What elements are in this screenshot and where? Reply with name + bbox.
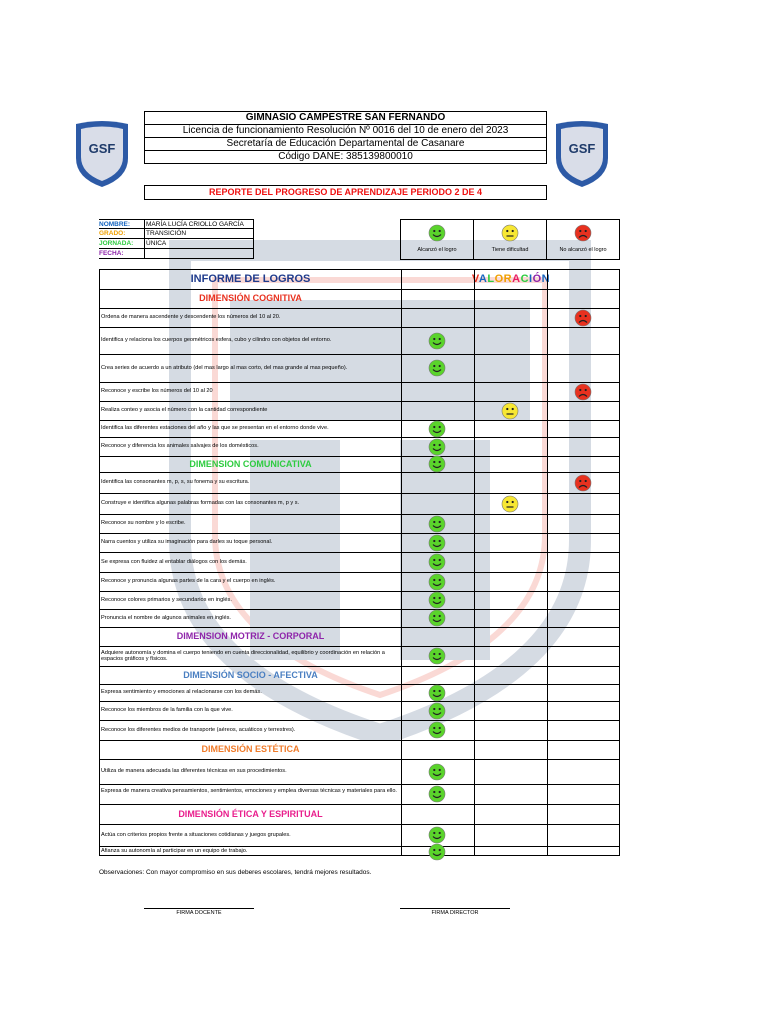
valoracion-letter: Ó <box>532 273 542 285</box>
row-divider <box>100 846 619 847</box>
row-divider <box>100 552 619 553</box>
director-signature: FIRMA DIRECTOR <box>400 908 510 916</box>
dimension-heading: DIMENSION MOTRIZ - CORPORAL <box>176 631 325 641</box>
legend-item <box>474 220 547 259</box>
column-divider <box>474 270 475 855</box>
valoracion-letter: A <box>478 273 488 285</box>
row-divider <box>100 646 619 647</box>
rating-legend <box>400 219 620 260</box>
achievement-text: Se expresa con fluidez al entablar diálogos con los demás. <box>101 558 247 565</box>
row-divider <box>100 609 619 610</box>
row-divider <box>100 572 619 573</box>
achievement-text: Crea series de acuerdo a un atributo (del mas largo al mas corto, del mas grande al mas pequeño). <box>101 364 348 371</box>
achievement-text: Identifica las consonantes m, p, s, su fonema y su escritura. <box>101 479 250 486</box>
row-divider <box>100 824 619 825</box>
student-field-row <box>99 229 254 239</box>
student-field-row <box>99 249 254 259</box>
observations: Observaciones: Con mayor compromiso en sus deberes escolares, tendrá mejores resultados. <box>99 869 372 876</box>
row-divider <box>100 420 619 421</box>
achievement-text: Expresa sentimiento y emociones al relacionarse con los demás. <box>101 689 262 696</box>
achievement-text: Reconoce su nombre y lo escribe. <box>101 520 186 527</box>
row-divider <box>100 784 619 785</box>
happy-face-icon <box>428 785 446 808</box>
achievement-text: Realiza conteo y asocia el número con la cantidad correspondiente <box>101 407 268 414</box>
row-divider <box>100 591 619 592</box>
valoracion-header <box>401 270 621 289</box>
row-divider <box>100 759 619 760</box>
happy-face-icon <box>428 609 446 632</box>
dimension-heading: DIMENSIÓN SOCIO - AFECTIVA <box>183 670 318 680</box>
achievement-text: Reconoce colores primarios y secundarios en inglés. <box>101 596 232 603</box>
happy-face-icon <box>428 647 446 670</box>
school-logo-right <box>553 120 611 188</box>
svg-text:GSF: GSF <box>88 141 116 156</box>
happy-face-icon <box>428 763 446 786</box>
row-divider <box>100 701 619 702</box>
row-divider <box>100 437 619 438</box>
teacher-signature: FIRMA DOCENTE <box>144 908 254 916</box>
achievement-text: Ordena de manera ascendente y descendente los números del 10 al 20. <box>101 314 281 321</box>
valoracion-letter: L <box>487 273 495 285</box>
student-field-label: FECHA: <box>99 250 124 257</box>
legend-label: No alcanzó el logro <box>559 247 607 253</box>
row-divider <box>100 472 619 473</box>
secretary-text: Secretaría de Educación Departamental de Casanare <box>145 138 546 151</box>
student-field-row <box>99 219 254 229</box>
sad-face-icon <box>574 383 592 406</box>
achievement-text: Reconoce y pronuncia algunas partes de la cara y el cuerpo en inglés. <box>101 578 276 585</box>
svg-text:GSF: GSF <box>568 141 596 156</box>
valoracion-letter: N <box>541 273 551 285</box>
row-divider <box>100 684 619 685</box>
row-divider <box>100 533 619 534</box>
achievement-text: Utiliza de manera adecuada las diferentes técnicas en sus procedimientos. <box>101 768 287 775</box>
student-field-row <box>99 239 254 249</box>
student-field-value <box>144 249 254 258</box>
legend-label: Alcanzó el logro <box>417 247 457 253</box>
row-divider <box>100 308 619 309</box>
school-header <box>144 111 547 164</box>
valoracion-letter: V <box>471 273 479 285</box>
dimension-heading: DIMENSIÓN ÉTICA Y ESPIRITUAL <box>178 809 323 819</box>
row-divider <box>100 382 619 383</box>
achievement-text: Identifica las diferentes estaciones del año y las que se presentan en el entorno donde vive. <box>101 425 329 432</box>
row-divider <box>100 354 619 355</box>
achievement-text: Adquiere autonomía y domina el cuerpo teniendo en cuenta direccionalidad, equilibrio y coordinación en relación a espacios gráficos y físicos. <box>101 649 385 662</box>
valoracion-letter: R <box>503 273 513 285</box>
legend-label: Tiene dificultad <box>491 247 529 253</box>
row-divider <box>100 514 619 515</box>
dimension-heading: DIMENSIÓN COGNITIVA <box>199 293 302 303</box>
report-title: REPORTE DEL PROGRESO DE APRENDIZAJE PERIODO 2 DE 4 <box>144 185 547 200</box>
student-field-label: GRADO: <box>99 230 126 237</box>
school-name: GIMNASIO CAMPESTRE SAN FERNANDO <box>145 112 546 125</box>
legend-item <box>547 220 619 259</box>
neutral-face-icon <box>501 402 519 425</box>
informe-header: INFORME DE LOGROS <box>190 273 311 285</box>
achievement-text: Identifica y relaciona los cuerpos geométricos esfera, cubo y cilindro con objetos del entorno. <box>101 337 332 344</box>
achievement-text: Reconoce y escribe los números del 10 al 20 <box>101 388 213 395</box>
row-divider <box>100 327 619 328</box>
happy-face-icon <box>428 455 446 478</box>
happy-face-icon <box>428 222 446 240</box>
dimension-heading: DIMENSIÓN ESTÉTICA <box>201 744 300 754</box>
valoracion-letter: C <box>520 273 530 285</box>
student-field-label: NOMBRE: <box>99 221 131 228</box>
dimension-heading: DIMENSION COMUNICATIVA <box>189 459 312 469</box>
sad-face-icon <box>574 474 592 497</box>
happy-face-icon <box>428 359 446 382</box>
happy-face-icon <box>428 843 446 866</box>
valoracion-letter: A <box>512 273 521 285</box>
sad-face-icon <box>574 309 592 332</box>
achievement-text: Construye e identifica algunas palabras formadas con las consonantes m, p y s. <box>101 500 300 507</box>
achievement-text: Reconoce y diferencia los animales salvajes de los domésticos. <box>101 443 259 450</box>
happy-face-icon <box>428 721 446 744</box>
student-field-value: MARÍA LUCÍA CRIOLLO GARCÍA <box>144 220 254 228</box>
achievement-text: Actúa con criterios propios frente a situaciones cotidianas y juegos grupales. <box>101 831 291 838</box>
student-field-value: TRANSICIÓN <box>144 229 254 238</box>
row-divider <box>100 401 619 402</box>
student-field-value: ÚNICA <box>144 239 254 248</box>
neutral-face-icon <box>501 222 519 240</box>
sad-face-icon <box>574 222 592 240</box>
school-logo-left <box>73 120 131 188</box>
row-divider <box>100 720 619 721</box>
achievement-text: Narra cuentos y utiliza su imaginación para darles su toque personal. <box>101 539 273 546</box>
achievement-text: Reconoce los diferentes medios de transporte (aéreos, acuáticos y terrestres). <box>101 726 296 733</box>
column-divider <box>547 270 548 855</box>
student-info <box>99 219 254 259</box>
achievement-text: Reconoce los miembros de la familia con la que vive. <box>101 707 233 714</box>
achievement-text: Expresa de manera creativa pensamientos, sentimientos, emociones y emplea diversas técnicas y materiales para ello. <box>101 787 397 794</box>
achievement-text: Pronuncia el nombre de algunos animales en inglés. <box>101 614 231 621</box>
student-field-label: JORNADA: <box>99 240 134 247</box>
valoracion-letter: I <box>529 273 533 285</box>
happy-face-icon <box>428 332 446 355</box>
valoracion-letter: O <box>494 273 504 285</box>
legend-item <box>401 220 474 259</box>
license-text: Licencia de funcionamiento Resolución Nº 0016 del 10 de enero del 2023 <box>145 125 546 138</box>
achievements-table <box>99 269 620 856</box>
column-divider <box>401 270 402 855</box>
neutral-face-icon <box>501 495 519 518</box>
achievement-text: Afianza su autonomía al participar en un equipo de trabajo. <box>101 848 248 855</box>
row-divider <box>100 493 619 494</box>
dane-code: Código DANE: 385139800010 <box>278 151 413 162</box>
